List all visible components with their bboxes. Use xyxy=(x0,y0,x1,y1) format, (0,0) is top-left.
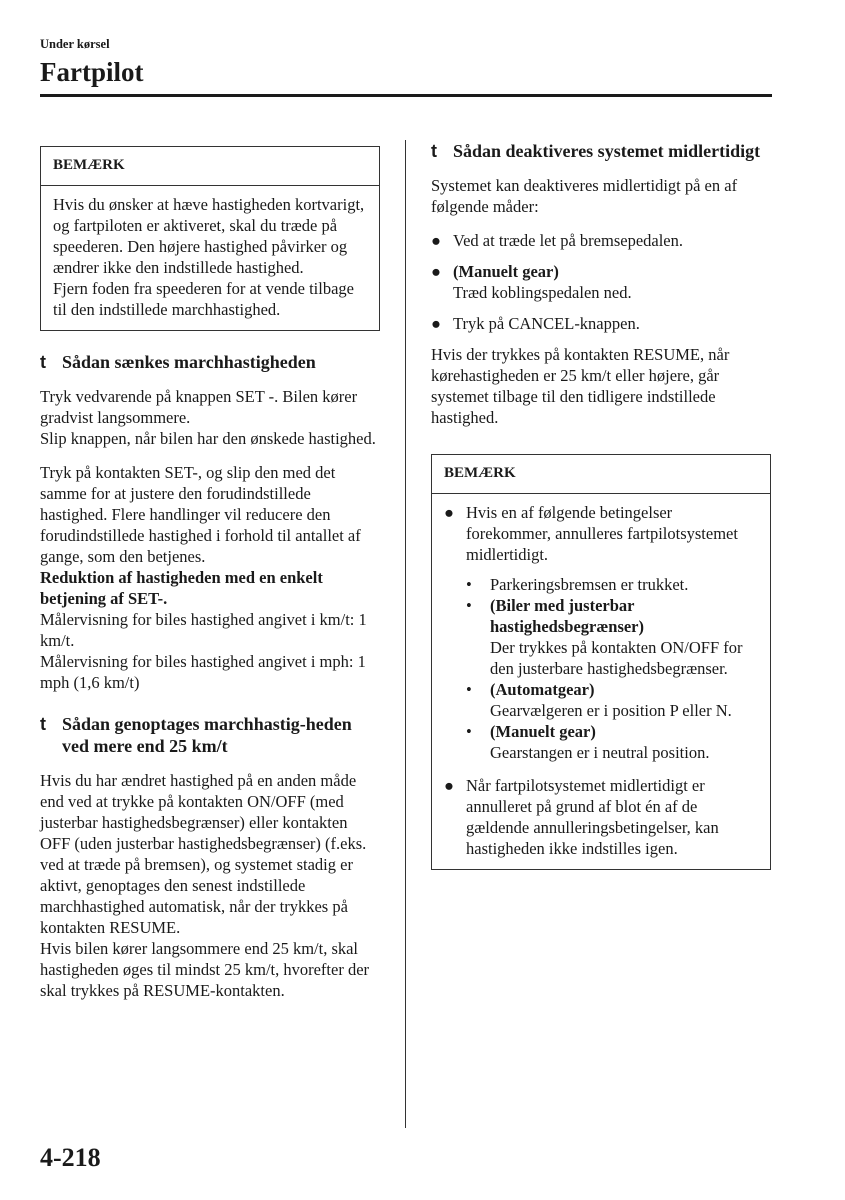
paragraph: Målervisning for biles hastighed angivet i mph: 1 mph (1,6 km/t) xyxy=(40,652,366,692)
section-label: Under kørsel xyxy=(40,37,110,51)
section-bullet-icon: t xyxy=(40,714,46,734)
column-divider xyxy=(405,140,406,1128)
list-item: ● Ved at træde let på bremsepedalen. xyxy=(431,231,683,250)
sub-list xyxy=(466,574,758,763)
section-heading-text: Sådan deaktiveres systemet midlertidigt xyxy=(453,141,761,161)
list-item: ● Hvis en af følgende betingelser forekommer, annulleres fartpilotsystemet midlertidigt. • Parkeringsbremsen er trukket. • (Biler med justerbar hastighedsbegrænser) Der trykkes på kontakten ON/OFF for den justerbare hastighedsbegrænser. • (Automatgear) Gearvælgeren er i position P eller N. • (Manuelt gear) Gearstangen er i neutral position. xyxy=(444,502,758,763)
list-item: ● Tryk på CANCEL-knappen. xyxy=(431,314,640,333)
section-heading xyxy=(40,351,380,373)
title-rule xyxy=(40,94,772,97)
note-text: Hvis du ønsker at hæve hastigheden kortvarigt, og fartpiloten er aktiveret, skal du træde på speederen. Den højere hastighed påvirker og ændrer ikke den indstillede hastighed. xyxy=(53,195,365,277)
paragraph: Tryk vedvarende på knappen SET -. Bilen kører gradvist langsommere. xyxy=(40,387,358,427)
note-body xyxy=(41,186,379,330)
section-heading-text: Sådan sænkes marchhastigheden xyxy=(62,352,316,372)
paragraph: Hvis du har ændret hastighed på en anden måde end ved at trykke på kontakten ON/OFF (med justerbar hastighedsbegrænser) eller kontakten OFF (uden justerbar hastighedsbegrænser) (f.eks. ved at træde på bremsen), og systemet stadig er aktivt, genoptages den senest indstillede marchhastighed automatisk, når der trykkes på kontakten RESUME. xyxy=(40,771,367,937)
sub-list-item: • (Manuelt gear) Gearstangen er i neutral position. xyxy=(466,722,710,762)
paragraph-bold: Reduktion af hastigheden med en enkelt betjening af SET-. xyxy=(40,568,323,608)
paragraph: Hvis der trykkes på kontakten RESUME, når kørehastigheden er 25 km/t eller højere, går systemet tilbage til den tidligere indstillede hastighed. xyxy=(431,345,730,427)
bullet-dot-icon: ● xyxy=(431,314,441,333)
bullet-dot-icon: ● xyxy=(431,231,441,250)
section-bullet-icon: t xyxy=(431,141,437,161)
bullet-dot-icon: • xyxy=(466,680,472,699)
note-body xyxy=(432,494,770,869)
right-column xyxy=(431,140,771,870)
section-heading xyxy=(40,713,380,757)
bullet-list xyxy=(431,230,771,334)
page-title: Fartpilot xyxy=(40,57,144,87)
page-number: 4-218 xyxy=(40,1143,101,1172)
section-bullet-icon: t xyxy=(40,352,46,372)
bullet-dot-icon: • xyxy=(466,575,472,594)
bullet-list xyxy=(444,502,758,859)
bullet-dot-icon: ● xyxy=(444,503,454,522)
bullet-dot-icon: • xyxy=(466,722,472,741)
sub-list-item: • Parkeringsbremsen er trukket. xyxy=(466,575,689,594)
paragraph: Slip knappen, når bilen har den ønskede hastighed. xyxy=(40,429,376,448)
note-box xyxy=(431,454,771,870)
left-column xyxy=(40,140,380,1001)
paragraph: Systemet kan deaktiveres midlertidigt på en af følgende måder: xyxy=(431,176,738,216)
paragraph: Målervisning for biles hastighed angivet i km/t: 1 km/t. xyxy=(40,610,367,650)
sub-list-item: • (Biler med justerbar hastighedsbegrænser) Der trykkes på kontakten ON/OFF for den justerbare hastighedsbegrænser. xyxy=(466,596,743,678)
bullet-dot-icon: • xyxy=(466,596,472,615)
note-box xyxy=(40,146,380,331)
list-item: ● Når fartpilotsystemet midlertidigt er annulleret på grund af blot én af de gældende annulleringsbetingelser, kan hastigheden ikke indstilles igen. xyxy=(444,776,719,858)
section-heading-text: Sådan genoptages marchhastig-heden ved mere end 25 km/t xyxy=(62,714,352,756)
sub-list-item: • (Automatgear) Gearvælgeren er i position P eller N. xyxy=(466,680,732,720)
bullet-dot-icon: ● xyxy=(431,262,441,281)
paragraph: Hvis bilen kører langsommere end 25 km/t, skal hastigheden øges til mindst 25 km/t, hvorefter der skal trykkes på RESUME-kontakten. xyxy=(40,939,370,1000)
list-item: ● (Manuelt gear) Træd koblingspedalen ned. xyxy=(431,262,632,302)
note-label: BEMÆRK xyxy=(41,147,379,186)
note-label: BEMÆRK xyxy=(432,455,770,494)
note-text: Fjern foden fra speederen for at vende tilbage til den indstillede marchhastighed. xyxy=(53,279,354,319)
bullet-dot-icon: ● xyxy=(444,776,454,795)
section-heading xyxy=(431,140,771,162)
paragraph: Tryk på kontakten SET-, og slip den med det samme for at justere den forudindstillede hastighed. Flere handlinger vil reducere den forudindstillede hastighed i forhold til antallet af gange, som den betjenes. xyxy=(40,463,361,566)
